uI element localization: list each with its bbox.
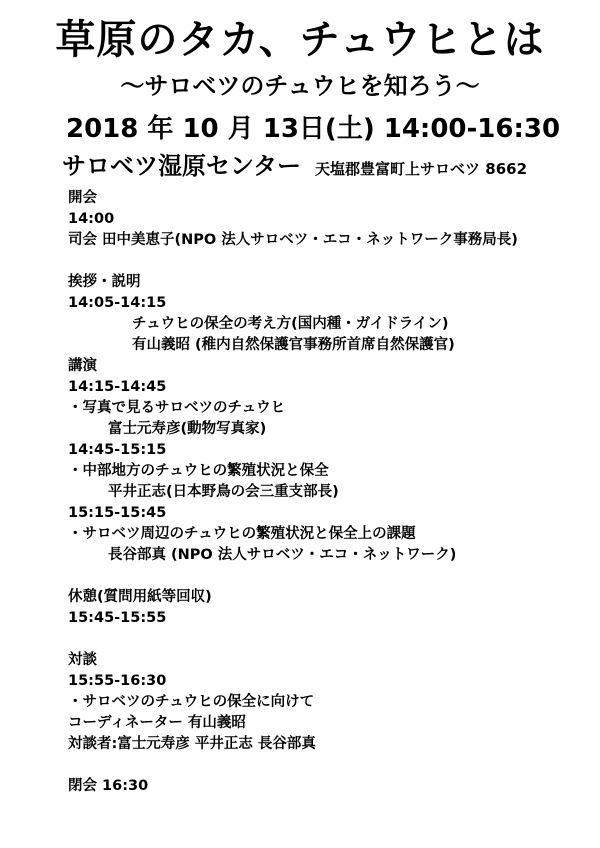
talk3-speaker: 長谷部真 (NPO 法人サロベツ・エコ・ネットワーク): [108, 547, 457, 563]
dialogue-heading: 対談: [68, 652, 97, 668]
talk3-title: ・サロベツ周辺のチュウヒの繁殖状況と保全上の課題: [68, 526, 416, 542]
greeting-topic: チュウヒの保全の考え方(国内種・ガイドライン): [132, 316, 449, 332]
moderator-line: 司会 田中美恵子(NPO 法人サロベツ・エコ・ネットワーク事務局長): [68, 232, 518, 248]
opening-heading: 開会: [68, 190, 97, 206]
page-title: 草原のタカ、チュウヒとは: [55, 17, 545, 63]
greeting-speaker: 有山義昭 (稚内自然保護官事務所首席自然保護官): [132, 337, 455, 353]
venue-address: 天塩郡豊富町上サロベツ 8662: [315, 160, 528, 178]
break-heading: 休憩(質問用紙等回収): [68, 589, 212, 605]
venue-block: [62, 146, 527, 181]
talk2-title: ・中部地方のチュウヒの繁殖状況と保全: [68, 463, 329, 479]
spacer: [68, 566, 518, 587]
program-schedule: [68, 188, 518, 797]
talk2-time: 14:45-15:15: [68, 442, 167, 458]
greeting-heading: 挨拶・説明: [68, 274, 141, 290]
opening-time: 14:00: [68, 211, 115, 227]
spacer: [68, 629, 518, 650]
page-subtitle: 〜サロベツのチュウヒを知ろう〜: [120, 72, 480, 100]
dialogue-time: 15:55-16:30: [68, 673, 167, 689]
greeting-time: 14:05-14:15: [68, 295, 167, 311]
dialogue-title: ・サロベツのチュウヒの保全に向けて: [68, 694, 315, 710]
talk1-title: ・写真で見るサロベツのチュウヒ: [68, 400, 286, 416]
panelists-line: 対談者:富士元寿彦 平井正志 長谷部真: [68, 736, 316, 752]
closing-line: 閉会 16:30: [68, 778, 149, 794]
spacer: [68, 755, 518, 776]
talk2-speaker: 平井正志(日本野鳥の会三重支部長): [108, 484, 339, 500]
talk1-time: 14:15-14:45: [68, 379, 167, 395]
venue-name: サロベツ湿原センター: [62, 152, 302, 180]
lecture-heading: 講演: [68, 358, 97, 374]
talk3-time: 15:15-15:45: [68, 505, 167, 521]
event-datetime: 2018 年 10 月 13日(土) 14:00-16:30: [66, 114, 561, 144]
coordinator-line: コーディネーター 有山義昭: [68, 715, 246, 731]
break-time: 15:45-15:55: [68, 610, 167, 626]
talk1-speaker: 富士元寿彦(動物写真家): [108, 421, 267, 437]
spacer: [68, 251, 518, 272]
